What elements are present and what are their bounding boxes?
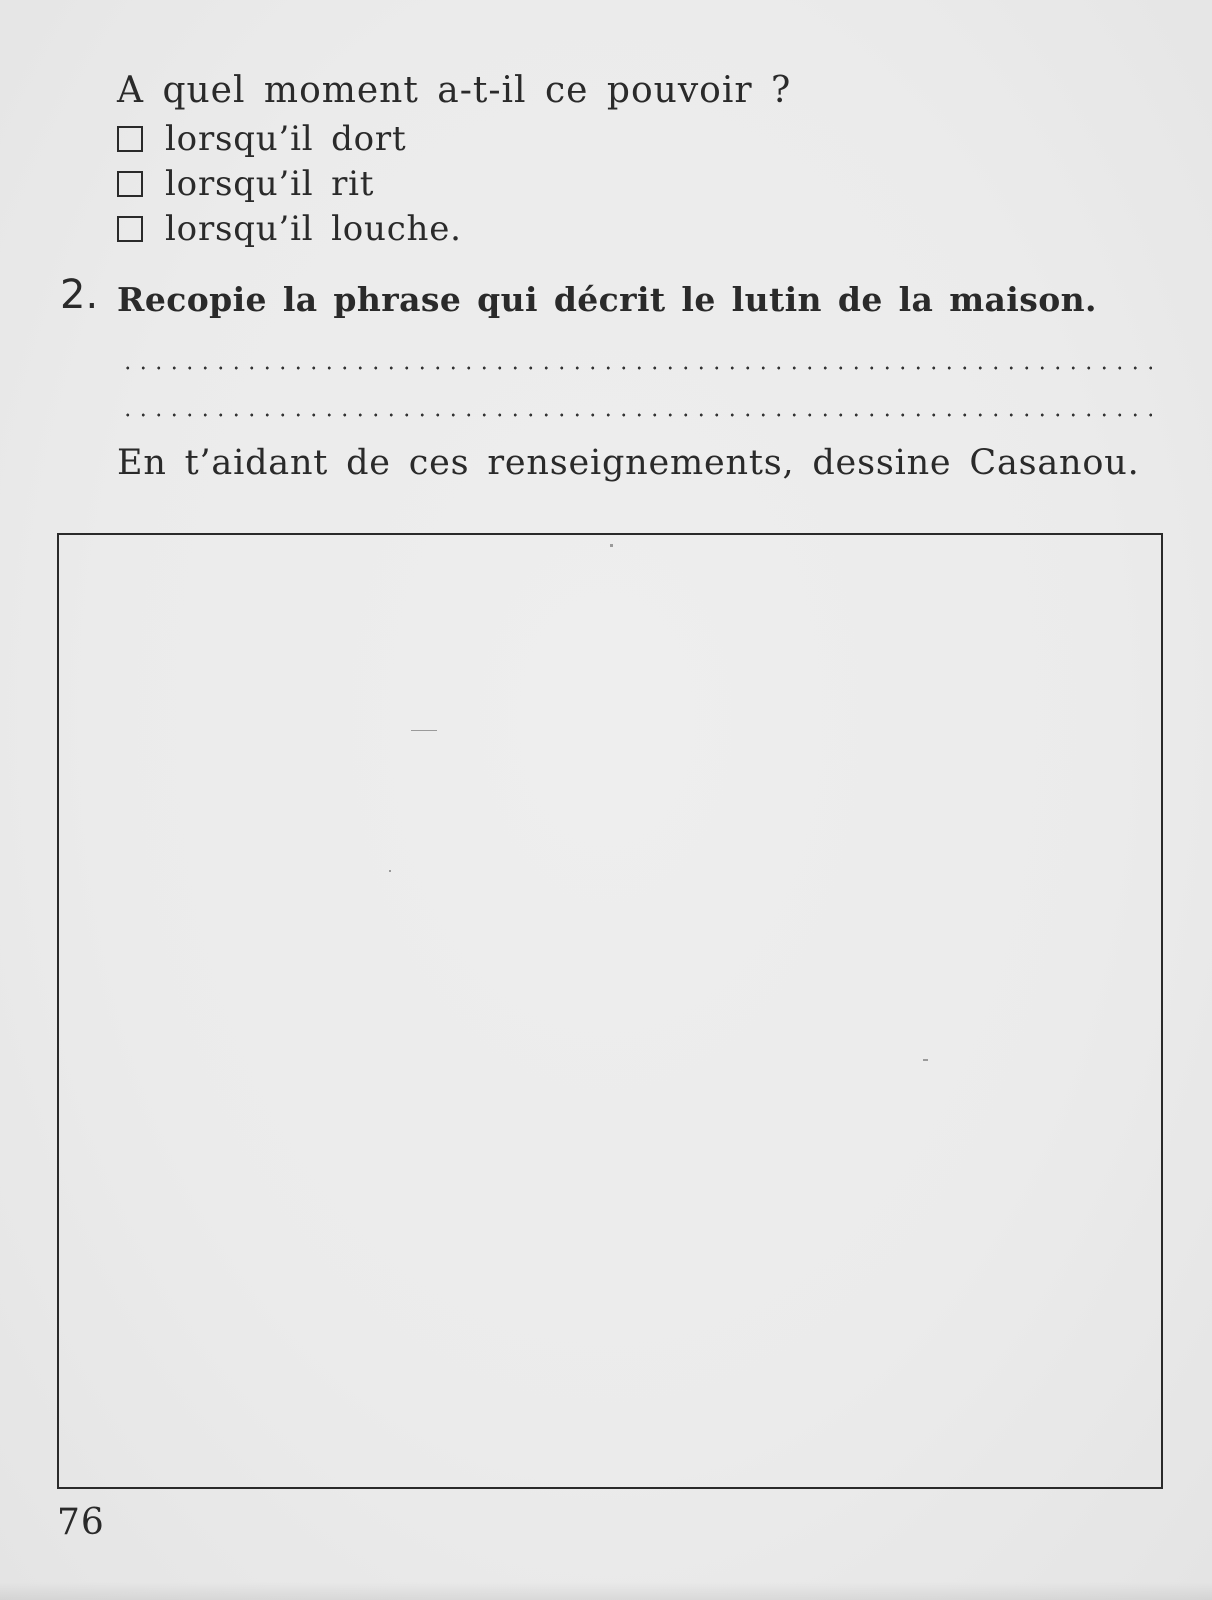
question-text: A quel moment a-t-il ce pouvoir ? <box>117 70 792 111</box>
option-item[interactable] <box>117 206 462 251</box>
page-number: 76 <box>57 1502 105 1543</box>
exercise-number: 2. <box>60 272 99 318</box>
option-checkbox[interactable] <box>117 126 143 152</box>
drawing-instruction: En t’aidant de ces renseignements, dessine Casanou. <box>117 443 1140 483</box>
option-label: lorsqu’il louche. <box>165 208 462 249</box>
exercise-instruction: Recopie la phrase qui décrit le lutin de la maison. <box>117 280 1097 319</box>
paper-speck <box>923 1059 928 1061</box>
option-label: lorsqu’il dort <box>165 118 407 159</box>
page-edge-shadow <box>0 1582 1212 1600</box>
option-item[interactable] <box>117 116 462 161</box>
drawing-area[interactable] <box>57 533 1163 1489</box>
dotted-answer-line[interactable] <box>120 413 1152 417</box>
option-item[interactable] <box>117 161 462 206</box>
option-checkbox[interactable] <box>117 216 143 242</box>
paper-speck <box>389 870 391 872</box>
option-label: lorsqu’il rit <box>165 163 375 204</box>
answer-options <box>117 116 462 251</box>
option-checkbox[interactable] <box>117 171 143 197</box>
paper-speck <box>610 544 613 547</box>
paper-speck <box>411 730 437 731</box>
dotted-answer-line[interactable] <box>120 366 1152 370</box>
